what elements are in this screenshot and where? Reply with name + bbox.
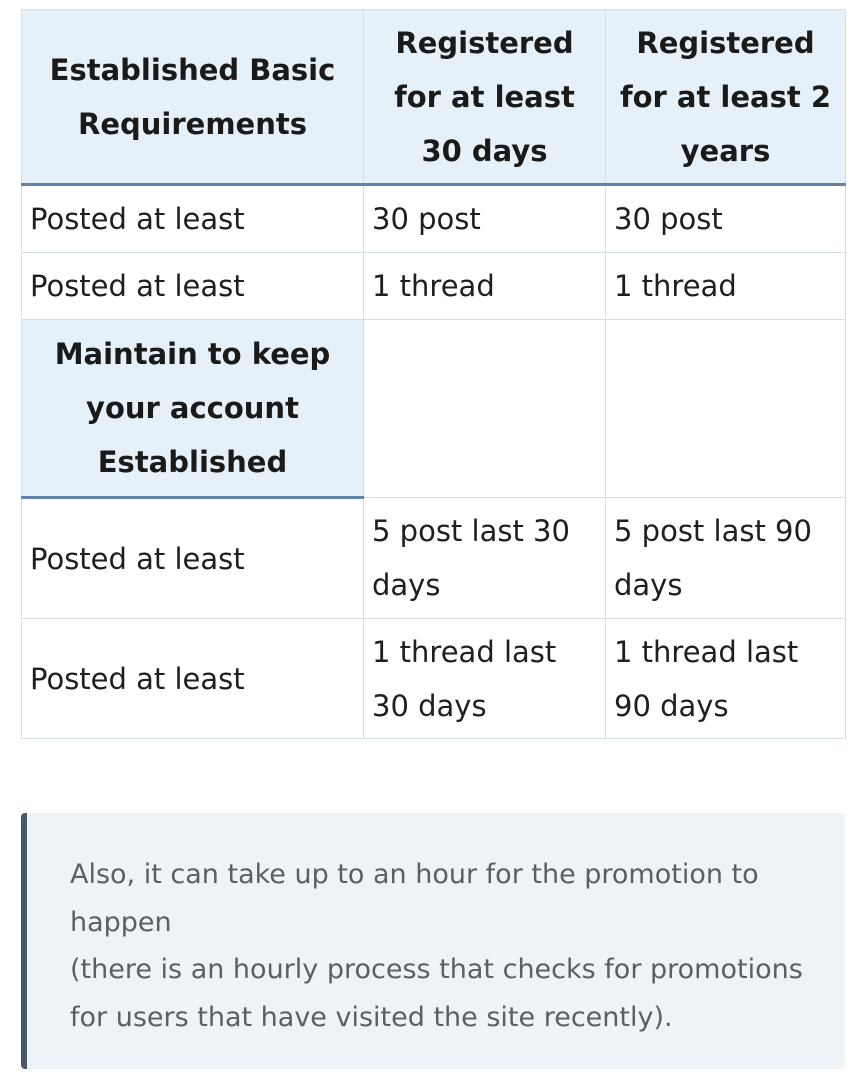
row-label: Posted at least (22, 185, 364, 253)
row-value-30-days: 1 thread last 30 days (364, 619, 606, 739)
header-registered-30-days: Registered for at least 30 days (364, 10, 606, 185)
row-value-30-days: 5 post last 30 days (364, 498, 606, 619)
promotion-note (21, 813, 845, 1069)
table-header-row (22, 10, 846, 185)
table-row (22, 253, 846, 320)
row-value-2-years: 1 thread last 90 days (606, 619, 846, 739)
table-row (22, 498, 846, 619)
header-registered-2-years: Registered for at least 2 years (606, 10, 846, 185)
table-row (22, 185, 846, 253)
header-maintain-established: Maintain to keep your account Established (22, 320, 364, 498)
empty-cell (364, 320, 606, 498)
note-text-line2: (there is an hourly process that checks for promotions for users that have visited the site recently). (70, 954, 803, 1033)
maintain-header-row (22, 320, 846, 498)
header-established-basic: Established Basic Requirements (22, 10, 364, 185)
row-value-2-years: 1 thread (606, 253, 846, 320)
row-value-2-years: 30 post (606, 185, 846, 253)
row-value-30-days: 1 thread (364, 253, 606, 320)
row-label: Posted at least (22, 253, 364, 320)
table-row (22, 619, 846, 739)
row-value-30-days: 30 post (364, 185, 606, 253)
note-text-line1: Also, it can take up to an hour for the promotion to happen (70, 859, 759, 938)
row-label: Posted at least (22, 498, 364, 619)
row-value-2-years: 5 post last 90 days (606, 498, 846, 619)
empty-cell (606, 320, 846, 498)
row-label: Posted at least (22, 619, 364, 739)
requirements-table (21, 9, 846, 739)
